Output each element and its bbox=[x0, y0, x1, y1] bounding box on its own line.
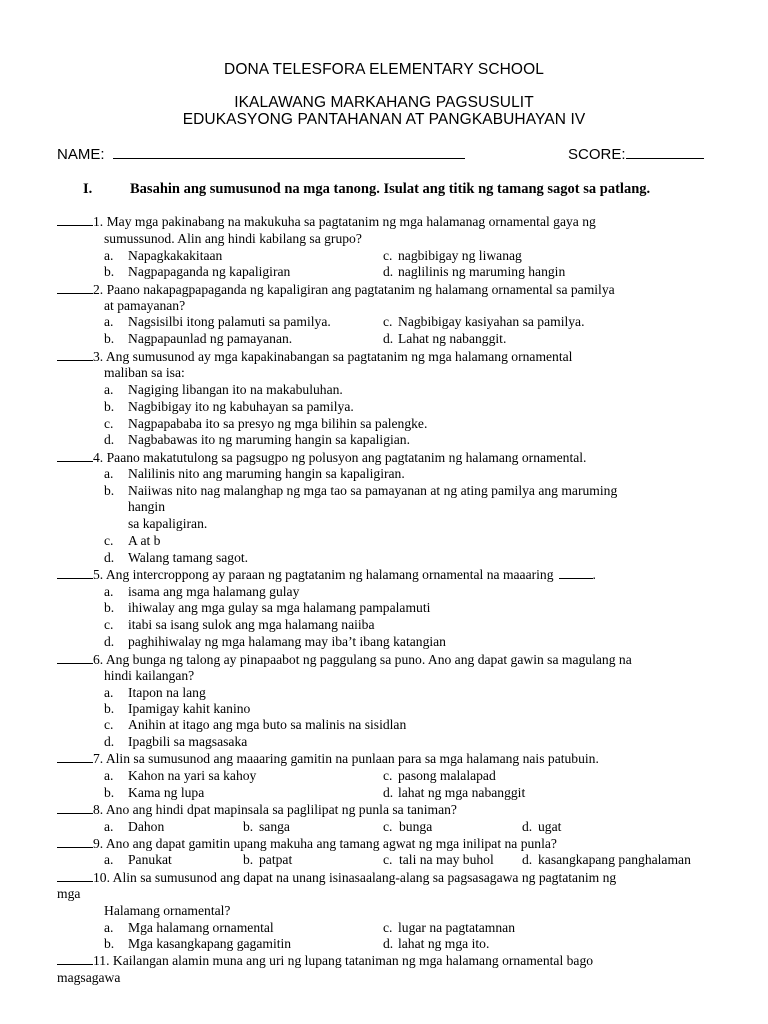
question-text: 2. Paano nakapagpapaganda ng kapaligiran ang pagtatanim ng halamang ornamental sa pamilya bbox=[93, 282, 615, 297]
option-letter: c. bbox=[104, 617, 114, 632]
option-text: Anihin at itago ang mga buto sa malinis na sisidlan bbox=[128, 717, 407, 732]
score-blank[interactable] bbox=[626, 145, 704, 159]
option-letter: b. bbox=[104, 701, 115, 716]
option-letter: d. bbox=[104, 734, 115, 749]
option-text: Kama ng lupa bbox=[128, 785, 205, 800]
option-letter: c. bbox=[383, 768, 393, 783]
option-text: Dahon bbox=[128, 819, 165, 834]
score-label: SCORE: bbox=[568, 146, 626, 163]
option-letter: b. bbox=[104, 264, 115, 279]
option-letter: b. bbox=[104, 936, 115, 951]
subject-title: EDUKASYONG PANTAHANAN AT PANGKABUHAYAN IV bbox=[182, 111, 586, 128]
inline-blank bbox=[559, 567, 593, 579]
question-stem-continued: hindi kailangan? bbox=[104, 668, 195, 683]
question-stem bbox=[57, 652, 632, 668]
option-text: Nagbibigay ito ng kabuhayan sa pamilya. bbox=[128, 399, 354, 414]
option-text: lahat ng mga ito. bbox=[398, 936, 490, 951]
option-letter: a. bbox=[104, 852, 114, 867]
answer-blank[interactable] bbox=[57, 214, 93, 226]
option-text: Mga kasangkapang gagamitin bbox=[128, 936, 292, 951]
option-text: paghihiwalay ng mga halamang may iba’t ibang katangian bbox=[128, 634, 446, 649]
school-name: DONA TELESFORA ELEMENTARY SCHOOL bbox=[224, 61, 544, 78]
option-text: A at b bbox=[128, 533, 161, 548]
option-letter: b. bbox=[104, 600, 115, 615]
option-continued: hangin bbox=[128, 499, 165, 514]
question-stem-continued: at pamayanan? bbox=[104, 298, 186, 313]
answer-blank[interactable] bbox=[57, 349, 93, 361]
question-stem bbox=[57, 214, 596, 230]
option-text: Mga halamang ornamental bbox=[128, 920, 274, 935]
question-text: 7. Alin sa sumusunod ang maaaring gamitin na punlaan para sa mga halamang nais patubuin. bbox=[93, 751, 599, 766]
option-text: lugar na pagtatamnan bbox=[398, 920, 516, 935]
question-stem bbox=[57, 282, 615, 298]
question-stem bbox=[57, 567, 596, 583]
option-letter: d. bbox=[522, 852, 533, 867]
option-text: ihiwalay ang mga gulay sa mga halamang pampalamuti bbox=[128, 600, 431, 615]
name-label: NAME: bbox=[57, 146, 105, 163]
option-text: Nagbabawas ito ng maruming hangin sa kapaligian. bbox=[128, 432, 410, 447]
option-text: Itapon na lang bbox=[128, 685, 206, 700]
exam-title: IKALAWANG MARKAHANG PAGSUSULIT bbox=[234, 94, 534, 111]
option-text: isama ang mga halamang gulay bbox=[128, 584, 300, 599]
option-text: naglilinis ng maruming hangin bbox=[398, 264, 566, 279]
option-text: Naiiwas nito nag malanghap ng mga tao sa pamayanan at ng ating pamilya ang maruming bbox=[128, 483, 618, 498]
option-text: tali na may buhol bbox=[399, 852, 494, 867]
option-text: Nalilinis nito ang maruming hangin sa kapaligiran. bbox=[128, 466, 405, 481]
option-letter: a. bbox=[104, 248, 114, 263]
option-letter: d. bbox=[522, 819, 533, 834]
option-letter: a. bbox=[104, 314, 114, 329]
question-text: 8. Ano ang hindi dpat mapinsala sa paglilipat ng punla sa taniman? bbox=[93, 802, 457, 817]
option-letter: a. bbox=[104, 382, 114, 397]
option-text: bunga bbox=[399, 819, 433, 834]
option-text: Kahon na yari sa kahoy bbox=[128, 768, 257, 783]
answer-blank[interactable] bbox=[57, 567, 93, 579]
option-letter: d. bbox=[383, 936, 394, 951]
option-letter: b. bbox=[243, 819, 254, 834]
question-text: 1. May mga pakinabang na makukuha sa pagtatanim ng mga halamanag ornamental gaya ng bbox=[93, 214, 596, 229]
option-text: Nagsisilbi itong palamuti sa pamilya. bbox=[128, 314, 331, 329]
option-letter: b. bbox=[104, 483, 115, 498]
section-number: I. bbox=[83, 181, 93, 197]
question-text: 10. Alin sa sumusunod ang dapat na unang isinasaalang-alang sa pagsasagawa ng pagtatanim ng bbox=[93, 870, 617, 885]
option-text: ugat bbox=[538, 819, 562, 834]
option-text: Napagkakakitaan bbox=[128, 248, 223, 263]
answer-blank[interactable] bbox=[57, 870, 93, 882]
period: . bbox=[592, 567, 596, 582]
option-letter: d. bbox=[104, 550, 115, 565]
question-stem-continued: sumussunod. Alin ang hindi kabilang sa grupo? bbox=[104, 231, 362, 246]
question-text: 9. Ano ang dapat gamitin upang makuha ang tamang agwat ng mga inilipat na punla? bbox=[93, 836, 557, 851]
option-text: itabi sa isang sulok ang mga halamang naiiba bbox=[128, 617, 375, 632]
answer-blank[interactable] bbox=[57, 751, 93, 763]
question-stem bbox=[57, 870, 616, 886]
option-letter: c. bbox=[383, 314, 393, 329]
question-stem bbox=[57, 751, 599, 767]
option-letter: b. bbox=[104, 399, 115, 414]
option-text: Nagpapababa ito sa presyo ng mga bilihin sa palengke. bbox=[128, 416, 428, 431]
question-text: 5. Ang intercroppong ay paraan ng pagtatanim ng halamang ornamental na maaaring bbox=[93, 567, 554, 582]
option-letter: a. bbox=[104, 685, 114, 700]
option-letter: c. bbox=[104, 416, 114, 431]
option-letter: b. bbox=[104, 785, 115, 800]
option-text: Panukat bbox=[128, 852, 172, 867]
option-text: Nagpapaunlad ng pamayanan. bbox=[128, 331, 293, 346]
option-text: Ipamigay kahit kanino bbox=[128, 701, 251, 716]
question-stem-continued: mga bbox=[57, 886, 81, 901]
question-stem bbox=[57, 836, 557, 852]
option-letter: c. bbox=[383, 819, 393, 834]
option-continued: sa kapaligiran. bbox=[128, 516, 208, 531]
option-text: Nagiging libangan ito na makabuluhan. bbox=[128, 382, 343, 397]
option-letter: a. bbox=[104, 819, 114, 834]
option-letter: d. bbox=[104, 432, 115, 447]
option-text: Nagpapaganda ng kapaligiran bbox=[128, 264, 291, 279]
option-text: Nagbibigay kasiyahan sa pamilya. bbox=[398, 314, 585, 329]
question-text: 11. Kailangan alamin muna ang uri ng lupang tataniman ng mga halamang ornamental bago bbox=[93, 953, 594, 968]
question-text: 3. Ang sumusunod ay mga kapakinabangan sa pagtatanim ng mga halamang ornamental bbox=[93, 349, 573, 364]
score-field[interactable] bbox=[568, 145, 704, 163]
option-letter: c. bbox=[383, 852, 393, 867]
question-text: 4. Paano makatutulong sa pagsugpo ng polusyon ang pagtatanim ng halamang ornamental. bbox=[93, 450, 587, 465]
option-text: patpat bbox=[259, 852, 293, 867]
question-text: 6. Ang bunga ng talong ay pinapaabot ng paggulang sa puno. Ano ang dapat gawin sa magulang na bbox=[93, 652, 632, 667]
option-letter: c. bbox=[383, 248, 393, 263]
option-letter: c. bbox=[104, 717, 114, 732]
option-letter: a. bbox=[104, 768, 114, 783]
option-text: lahat ng mga nabanggit bbox=[398, 785, 526, 800]
section-instruction: Basahin ang sumusunod na mga tanong. Isulat ang titik ng tamang sagot sa patlang. bbox=[130, 181, 651, 197]
option-letter: d. bbox=[383, 264, 394, 279]
option-text: sanga bbox=[259, 819, 290, 834]
option-letter: c. bbox=[383, 920, 393, 935]
question-stem bbox=[57, 953, 593, 969]
answer-blank[interactable] bbox=[57, 802, 93, 814]
option-letter: d. bbox=[383, 785, 394, 800]
answer-blank[interactable] bbox=[57, 282, 93, 294]
option-letter: b. bbox=[104, 331, 115, 346]
name-blank[interactable] bbox=[113, 145, 465, 159]
option-letter: b. bbox=[243, 852, 254, 867]
option-text: Ipagbili sa magsasaka bbox=[128, 734, 248, 749]
question-stem bbox=[57, 349, 572, 365]
option-text: kasangkapang panghalaman bbox=[538, 852, 691, 867]
name-field[interactable] bbox=[57, 145, 465, 163]
option-letter: d. bbox=[104, 634, 115, 649]
option-letter: a. bbox=[104, 584, 114, 599]
option-text: Lahat ng nabanggit. bbox=[398, 331, 507, 346]
question-stem-continued: magsagawa bbox=[57, 970, 121, 985]
answer-blank[interactable] bbox=[57, 836, 93, 848]
option-letter: d. bbox=[383, 331, 394, 346]
option-text: pasong malalapad bbox=[398, 768, 496, 783]
option-text: Walang tamang sagot. bbox=[128, 550, 249, 565]
question-stem-continued: Halamang ornamental? bbox=[104, 903, 231, 918]
option-letter: a. bbox=[104, 466, 114, 481]
answer-blank[interactable] bbox=[57, 652, 93, 664]
option-text: nagbibigay ng liwanag bbox=[398, 248, 522, 263]
question-stem bbox=[57, 802, 457, 818]
answer-blank[interactable] bbox=[57, 953, 93, 965]
question-stem-continued: maliban sa isa: bbox=[104, 365, 185, 380]
option-letter: c. bbox=[104, 533, 114, 548]
answer-blank[interactable] bbox=[57, 450, 93, 462]
question-stem bbox=[57, 450, 586, 466]
option-letter: a. bbox=[104, 920, 114, 935]
